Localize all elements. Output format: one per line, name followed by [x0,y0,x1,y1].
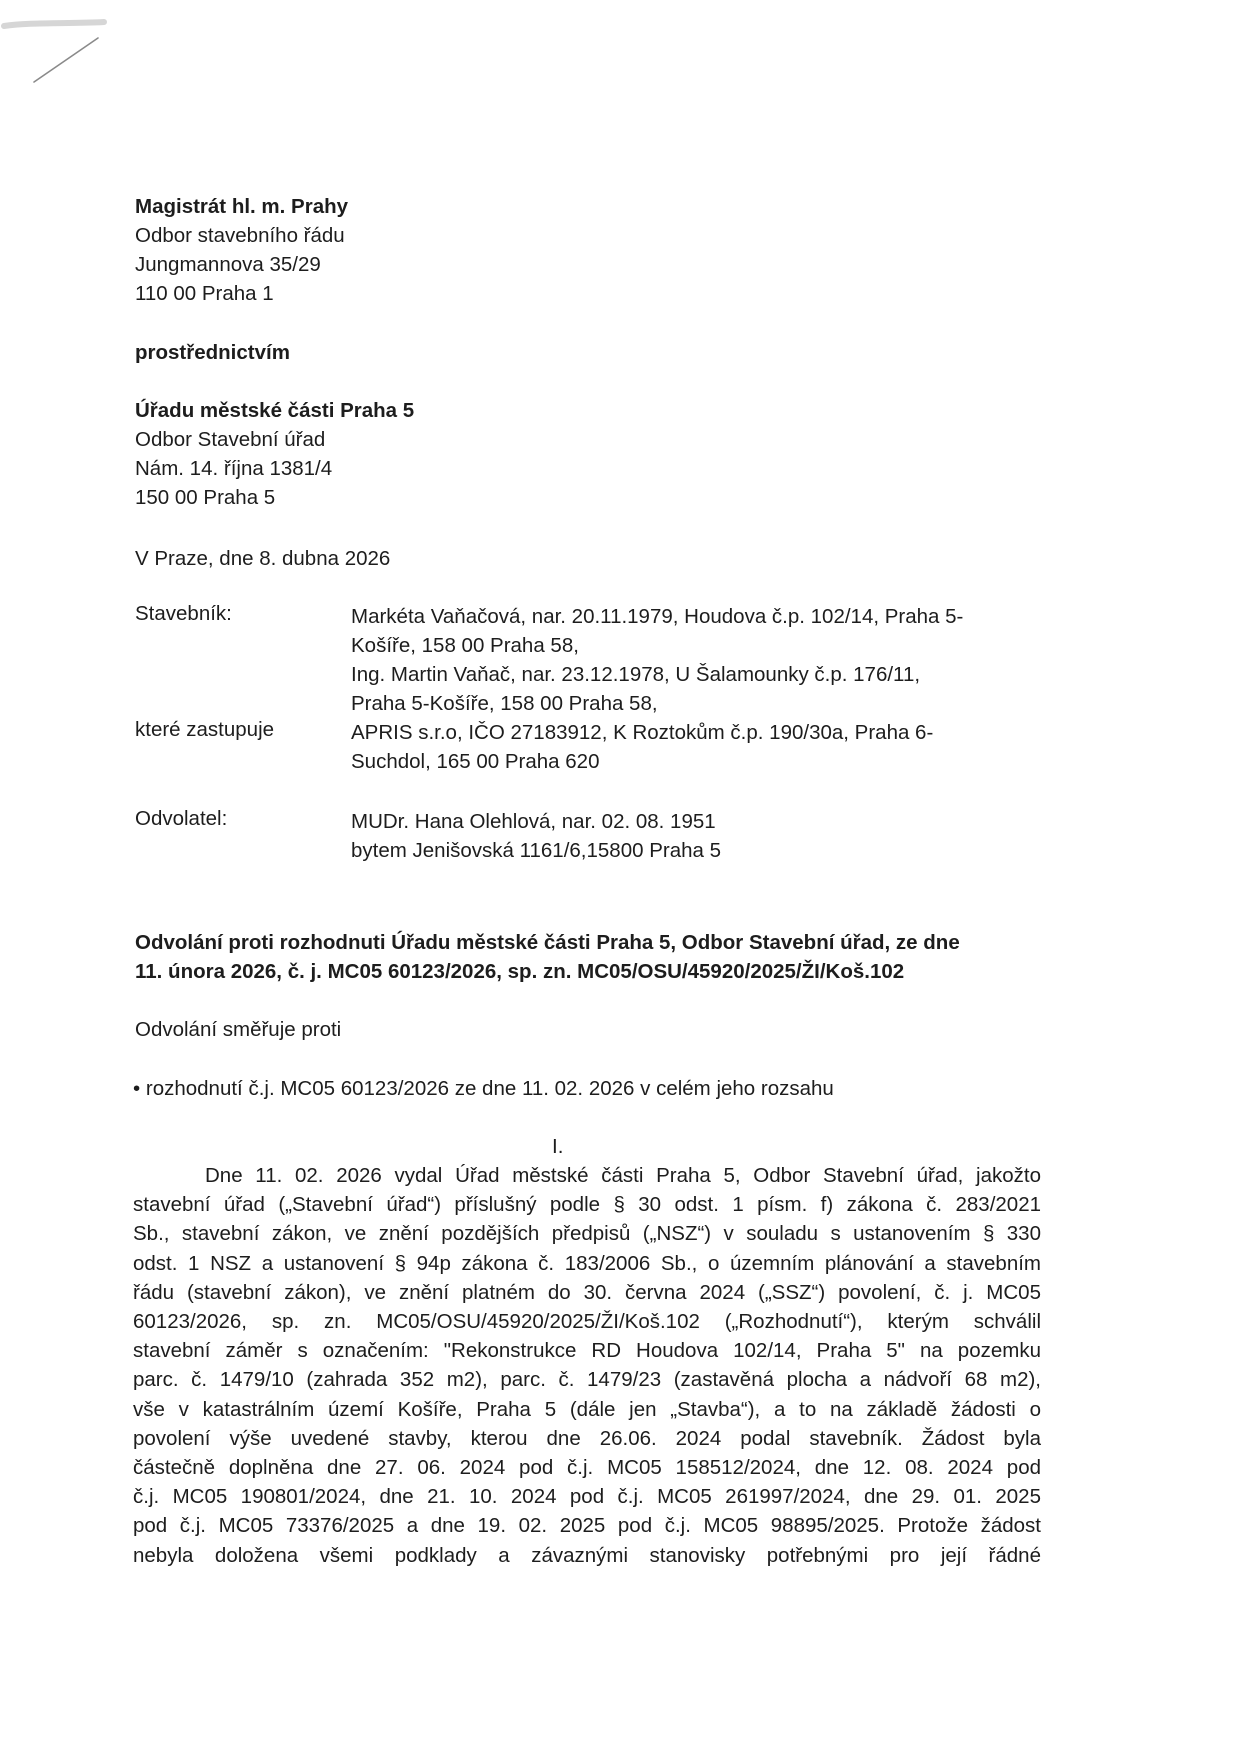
appeal-against-text: Odvolání směřuje proti [135,1018,342,1041]
recipient-street: Jungmannova 35/29 [135,253,321,276]
builder-line: Košíře, 158 00 Praha 58, [351,634,579,657]
builder-line: Praha 5-Košíře, 158 00 Praha 58, [351,692,658,715]
builder-details [351,602,963,718]
representative-details [351,718,933,776]
body-paragraph [133,1161,1041,1570]
builder-line: Ing. Martin Vaňač, nar. 23.12.1978, U Šalamounky č.p. 176/11, [351,663,921,686]
via-label: prostřednictvím [135,341,290,364]
appellant-details [351,807,721,865]
pen-stroke-mark [0,0,140,110]
builder-line: Markéta Vaňačová, nar. 20.11.1979, Houdova č.p. 102/14, Praha 5- [351,605,964,628]
representative-label: které zastupuje [135,718,275,741]
intermediary-city: 150 00 Praha 5 [135,486,276,509]
intermediary-street: Nám. 14. října 1381/4 [135,457,333,480]
recipient-name: Magistrát hl. m. Prahy [135,195,349,218]
date-line: V Praze, dne 8. dubna 2026 [135,547,391,570]
recipient-department: Odbor stavebního řádu [135,224,345,247]
body-line: č.j. MC05 190801/2024, dne 21. 10. 2024 pod č.j. MC05 261997/2024, dne 29. 01. 2025 [133,1485,1041,1509]
recipient-city: 110 00 Praha 1 [135,282,274,305]
body-line: odst. 1 NSZ a ustanovení § 94p zákona č. 183/2006 Sb., o územním plánování a stavebním [133,1251,1041,1275]
body-line: stavební úřad („Stavební úřad“) příslušný podle § 30 odst. 1 písm. f) zákona č. 283/2021 [133,1193,1041,1217]
body-line: částečně doplněna dne 27. 06. 2024 pod č.j. MC05 158512/2024, dne 12. 08. 2024 pod [133,1456,1041,1480]
body-line: Dne 11. 02. 2026 vydal Úřad městské části Praha 5, Odbor Stavební úřad, jakožto [205,1164,1041,1187]
section-number: I. [552,1135,564,1158]
body-line: povolení výše uvedené stavby, kterou dne 26.06. 2024 podal stavebník. Žádost byla [133,1426,1041,1450]
body-line: pod č.j. MC05 73376/2025 a dne 19. 02. 2025 pod č.j. MC05 98895/2025. Protože žádost [133,1514,1041,1538]
bullet-item: • rozhodnutí č.j. MC05 60123/2026 ze dne 11. 02. 2026 v celém jeho rozsahu [133,1077,834,1100]
intermediary-address [135,396,414,512]
body-line: stavební záměr s označením: "Rekonstrukce RD Houdova 102/14, Praha 5" na pozemku [133,1339,1041,1363]
representative-line: Suchdol, 165 00 Praha 620 [351,750,600,773]
appellant-label: Odvolatel: [135,807,228,830]
intermediary-department: Odbor Stavební úřad [135,428,326,451]
intermediary-name: Úřadu městské části Praha 5 [135,399,415,422]
recipient-address [135,192,348,308]
body-line: parc. č. 1479/10 (zahrada 352 m2), parc. č. 1479/23 (zastavěná plocha a nádvoří 68 m2), [133,1368,1041,1392]
body-line: nebyla doložena všemi podklady a závaznými stanovisky potřebnými pro její řádné [133,1543,1041,1567]
subject-heading [135,928,960,986]
subject-line: Odvolání proti rozhodnuti Úřadu městské části Praha 5, Odbor Stavební úřad, ze dne [135,931,960,954]
appellant-line: MUDr. Hana Olehlová, nar. 02. 08. 1951 [351,810,716,833]
builder-label: Stavebník: [135,602,232,625]
representative-line: APRIS s.r.o, IČO 27183912, K Roztokům č.p. 190/30a, Praha 6- [351,721,934,744]
appellant-line: bytem Jenišovská 1161/6,15800 Praha 5 [351,839,722,862]
body-line: 60123/2026, sp. zn. MC05/OSU/45920/2025/ŽI/Koš.102 („Rozhodnutí“), kterým schválil [133,1310,1041,1334]
subject-line: 11. února 2026, č. j. MC05 60123/2026, sp. zn. MC05/OSU/45920/2025/ŽI/Koš.102 [135,960,905,983]
body-line: vše v katastrálním území Košíře, Praha 5 (dále jen „Stavba“), a to na základě žádosti o [133,1397,1041,1421]
body-line: Sb., stavební zákon, ve znění pozdějších předpisů („NSZ“) v souladu s ustanovením § 330 [133,1222,1041,1246]
body-line: řádu (stavební zákon), ve znění platném do 30. června 2024 („SSZ“) povolení, č. j. MC05 [133,1280,1041,1304]
